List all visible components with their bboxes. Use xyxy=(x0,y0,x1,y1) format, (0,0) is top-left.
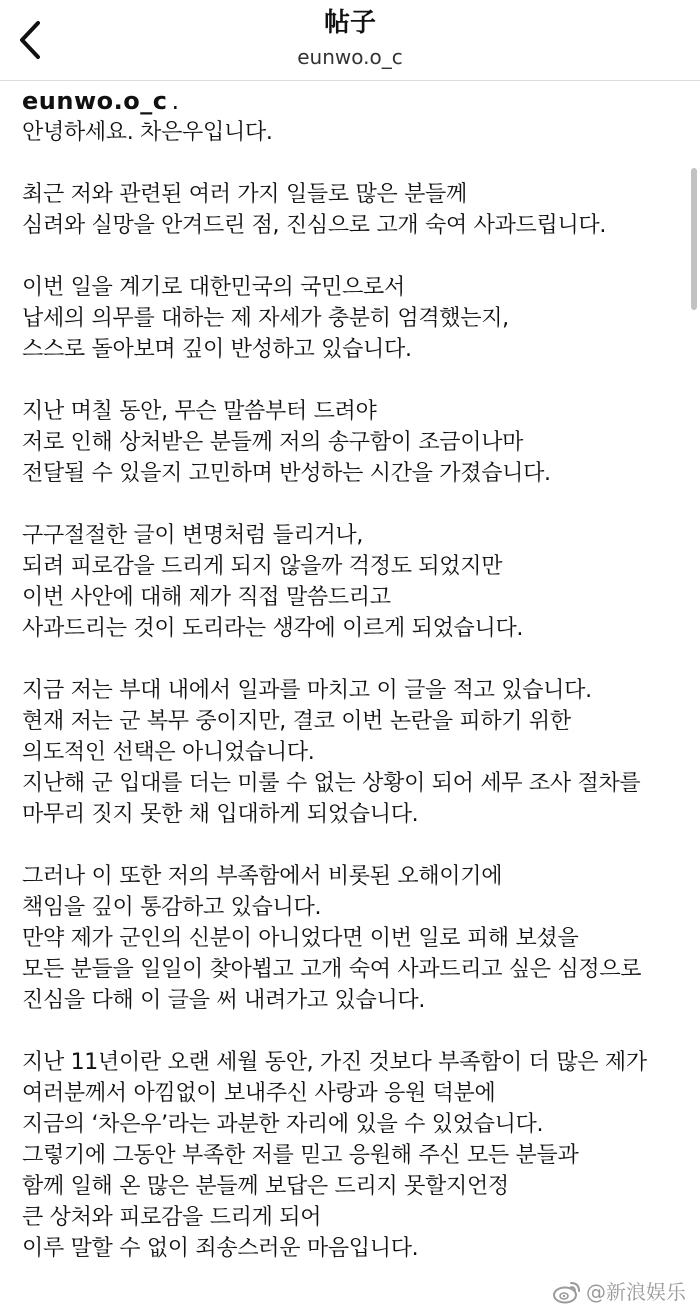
page-title: 帖子 xyxy=(323,8,376,38)
post-text-line: 지난 11년이란 오랜 세월 동안, 가진 것보다 부족함이 더 많은 제가 xyxy=(22,1050,647,1075)
page-subtitle-username: eunwo.o_c xyxy=(297,45,403,69)
post-text-line: 의도적인 선택은 아니었습니다. xyxy=(22,740,315,765)
paragraph-gap xyxy=(22,489,682,520)
post-text-line: 마무리 짓지 못한 채 입대하게 되었습니다. xyxy=(22,802,419,827)
scrollbar[interactable] xyxy=(691,168,697,310)
paragraph-gap xyxy=(22,644,682,675)
paragraph-gap xyxy=(22,148,682,179)
paragraph-gap xyxy=(22,241,682,272)
watermark xyxy=(552,1280,686,1304)
post-text-line: 최근 저와 관련된 여러 가지 일들로 많은 분들께 xyxy=(22,182,467,207)
paragraph-gap xyxy=(22,830,682,861)
post-author-suffix: . xyxy=(171,87,180,115)
post-text-line: 이루 말할 수 없이 죄송스러운 마음입니다. xyxy=(22,1236,419,1261)
post-author-name[interactable]: eunwo.o_c xyxy=(22,87,168,115)
post-text-line: 지금 저는 부대 내에서 일과를 마치고 이 글을 적고 있습니다. xyxy=(22,678,592,703)
post-text-line: 저로 인해 상처받은 분들께 저의 송구함이 조금이나마 xyxy=(22,430,524,455)
paragraph-gap xyxy=(22,365,682,396)
post-text-line: 만약 제가 군인의 신분이 아니었다면 이번 일로 피해 보셨을 xyxy=(22,926,579,951)
post-text-line: 지난 며칠 동안, 무슨 말씀부터 드려야 xyxy=(22,399,377,424)
post-text-line: 납세의 의무를 대하는 제 자세가 충분히 엄격했는지, xyxy=(22,306,509,331)
post-text-line: 스스로 돌아보며 깊이 반성하고 있습니다. xyxy=(22,337,412,362)
post-text-line: 그렇기에 그동안 부족한 저를 믿고 응원해 주신 모든 분들과 xyxy=(22,1143,579,1168)
post-text-line: 함께 일해 온 많은 분들께 보답은 드리지 못할지언정 xyxy=(22,1174,509,1199)
post-body xyxy=(22,117,682,1264)
post-text-line: 현재 저는 군 복무 중이지만, 결코 이번 논란을 피하기 위한 xyxy=(22,709,571,734)
post-text-line: 되려 피로감을 드리게 되지 않을까 걱정도 되었지만 xyxy=(22,554,503,579)
post-text-line: 전달될 수 있을지 고민하며 반성하는 시간을 가졌습니다. xyxy=(22,461,551,486)
post-text-line: 사과드리는 것이 도리라는 생각에 이르게 되었습니다. xyxy=(22,616,524,641)
top-bar xyxy=(0,0,700,81)
post-text-line: 이번 사안에 대해 제가 직접 말씀드리고 xyxy=(22,585,391,610)
post-author[interactable] xyxy=(22,86,682,117)
post-text-line: 그러나 이 또한 저의 부족함에서 비롯된 오해이기에 xyxy=(22,864,503,889)
post-text-line: 진심을 다해 이 글을 써 내려가고 있습니다. xyxy=(22,988,426,1013)
post-text-line: 구구절절한 글이 변명처럼 들리거나, xyxy=(22,523,364,548)
weibo-icon xyxy=(552,1280,582,1304)
post-content xyxy=(22,86,682,1264)
watermark-text: @新浪娱乐 xyxy=(586,1280,686,1304)
post-text-line: 심려와 실망을 안겨드린 점, 진심으로 고개 숙여 사과드립니다. xyxy=(22,213,607,238)
post-text-line: 지금의 ‘차은우’라는 과분한 자리에 있을 수 있었습니다. xyxy=(22,1112,544,1137)
post-text-line: 모든 분들을 일일이 찾아뵙고 고개 숙여 사과드리고 싶은 심정으로 xyxy=(22,957,642,982)
post-text-line: 안녕하세요. 차은우입니다. xyxy=(22,120,273,145)
post-text-line: 큰 상처와 피로감을 드리게 되어 xyxy=(22,1205,322,1230)
paragraph-gap xyxy=(22,1016,682,1047)
post-text-line: 여러분께서 아낌없이 보내주신 사랑과 응원 덕분에 xyxy=(22,1081,496,1106)
post-text-line: 지난해 군 입대를 더는 미룰 수 없는 상황이 되어 세무 조사 절차를 xyxy=(22,771,641,796)
post-text-line: 책임을 깊이 통감하고 있습니다. xyxy=(22,895,322,920)
post-text-line: 이번 일을 계기로 대한민국의 국민으로서 xyxy=(22,275,405,300)
